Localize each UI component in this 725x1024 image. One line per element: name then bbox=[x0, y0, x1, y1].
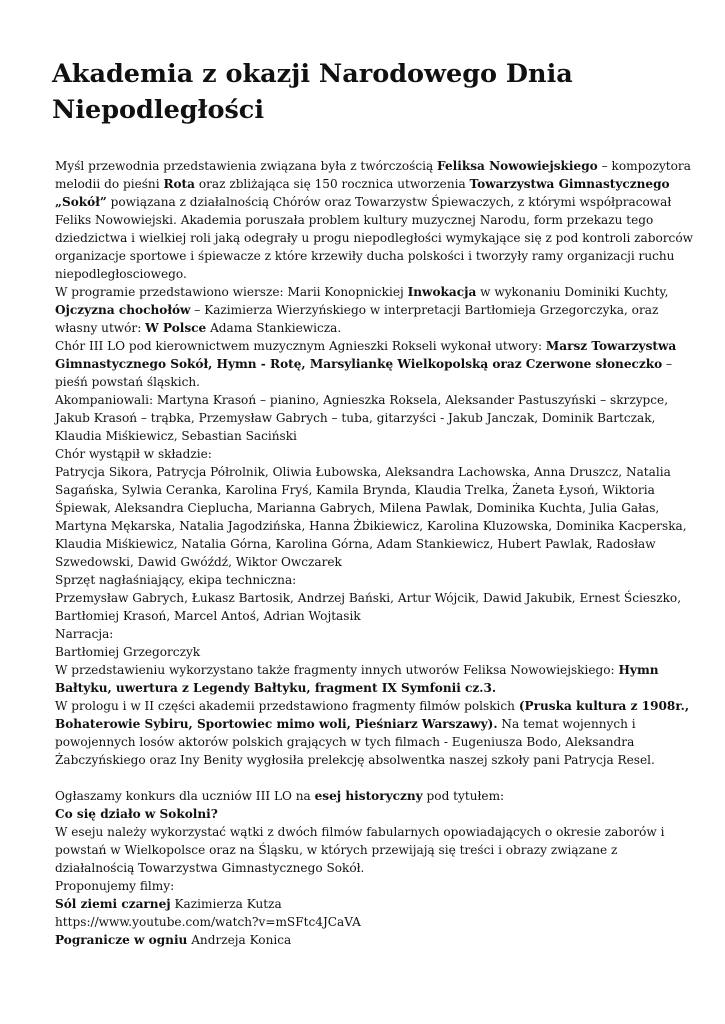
bold-span: Pogranicze w ogniu bbox=[55, 933, 188, 947]
bold-span: Inwokacja bbox=[407, 285, 477, 299]
bold-span: Ojczyzna chochołów bbox=[55, 303, 191, 317]
film-link[interactable]: https://www.youtube.com/watch?v=mSFtc4JCaVA bbox=[55, 915, 361, 929]
text-span: Na temat wojennych i powojennych losów aktorów polskich grających w tych filmach - Eugeniusza Bodo, Aleksandra Żabczyńskiego oraz Iny Benity wygłosiła prelekcję absolwentka naszej szkoły pani Patrycja Resel. bbox=[55, 717, 655, 767]
technical-crew-list: Przemysław Gabrych, Łukasz Bartosik, Andrzej Bański, Artur Wójcik, Dawid Jakubik, Ernest Ścieszko, Bartłomiej Krasoń, Marcel Antoś, Adrian Wojtasik bbox=[55, 591, 682, 623]
films-paragraph bbox=[55, 697, 695, 769]
text-span: Ogłaszamy konkurs dla uczniów III LO na bbox=[55, 789, 315, 803]
text-span: Myśl przewodnia przedstawienia związana była z twórczością bbox=[55, 159, 438, 173]
narrator-name: Bartłomiej Grzegorczyk bbox=[55, 645, 201, 659]
text-span: W programie przedstawiono wiersze: Marii Konopnickiej bbox=[55, 285, 408, 299]
text-span: oraz zbliżająca się 150 rocznica utworzenia bbox=[194, 177, 470, 191]
technical-crew-heading: Sprzęt nagłaśniający, ekipa techniczna: bbox=[55, 573, 297, 587]
essay-instructions: W eseju należy wykorzystać wątki z dwóch filmów fabularnych opowiadających o okresie zaborów i powstań w Wielkopolsce oraz na Śląsku, w których przewijają się treści i obrazy związane z działalnością Towarzystwa Gimnastycznego Sokół. bbox=[55, 825, 665, 875]
text-span: W przedstawieniu wykorzystano także fragmenty innych utworów Feliksa Nowowiejskiego: bbox=[55, 663, 619, 677]
bold-span: Rota bbox=[163, 177, 195, 191]
contest-title bbox=[55, 805, 695, 823]
text-span: Andrzeja Konica bbox=[187, 933, 292, 947]
film-item bbox=[55, 895, 695, 913]
program-paragraph bbox=[55, 283, 695, 337]
article-body bbox=[55, 157, 695, 949]
bold-span: W Polsce bbox=[145, 321, 207, 335]
text-span: – Kazimierza Wierzyńskiego w interpretacji Bartłomieja Grzegorczyka, oraz własny utwór: bbox=[55, 303, 659, 335]
bold-span: Marsz Towarzystwa Gimnastycznego Sokół, Hymn - Rotę, Marsyliankę Wielkopolską oraz Czerwone słoneczko bbox=[55, 339, 677, 371]
bold-span: Towarzystwa Gimnastycznego „Sokół” bbox=[55, 177, 670, 209]
paragraph-gap bbox=[55, 769, 695, 787]
contest-paragraph bbox=[55, 787, 695, 805]
text-span: – kompozytora melodii do pieśni bbox=[55, 159, 691, 191]
bold-span: Sól ziemi czarnej bbox=[55, 897, 171, 911]
text-span: Chór III LO pod kierownictwem muzycznym Agnieszki Rokseli wykonał utwory: bbox=[55, 339, 546, 353]
bold-span: (Pruska kultura z 1908r., Bohaterowie Sybiru, Sportowiec mimo woli, Pieśniarz Warszawy). bbox=[55, 699, 690, 731]
text-span: W prologu i w II części akademii przedstawiono fragmenty filmów polskich bbox=[55, 699, 519, 713]
proposed-films-heading: Proponujemy filmy: bbox=[55, 879, 175, 893]
text-span: pod tytułem: bbox=[422, 789, 505, 803]
text-span: w wykonaniu Dominiki Kuchty, bbox=[476, 285, 669, 299]
text-span: Kazimierza Kutza bbox=[170, 897, 282, 911]
text-span: – pieśń powstań śląskich. bbox=[55, 357, 673, 389]
bold-span: Co się działo w Sokolni? bbox=[55, 807, 218, 821]
choir-members-heading: Chór wystąpił w składzie: bbox=[55, 447, 212, 461]
text-span: Adama Stankiewicza. bbox=[206, 321, 342, 335]
narration-heading: Narracja: bbox=[55, 627, 114, 641]
text-span: powiązana z działalnością Chórów oraz Towarzystw Śpiewaczych, z którymi współpracował Feliks Nowowiejski. Akademia poruszała problem kultury muzycznej Narodu, form przekazu tego dziedzictwa i wielkiej roli jaką odegrały u progu niepodległości wymykające się z pod kontroli zaborców organizacje sportowe i śpiewacze z które krzewiły ducha polskości i tworzyły ramy organizacji ruchu niepodległosciowego. bbox=[55, 195, 693, 281]
bold-span: esej historyczny bbox=[314, 789, 423, 803]
bold-span: Hymn Bałtyku, uwertura z Legendy Bałtyku, fragment IX Symfonii cz.3. bbox=[55, 663, 659, 695]
choir-paragraph bbox=[55, 337, 695, 391]
choir-members-list: Patrycja Sikora, Patrycja Półrolnik, Oliwia Łubowska, Aleksandra Lachowska, Anna Druszcz, Natalia Sagańska, Sylwia Ceranka, Karolina Fryś, Kamila Brynda, Klaudia Trelka, Żaneta Łysoń, Wiktoria Śpiewak, Aleksandra Cieplucha, Marianna Gabrych, Milena Pawlak, Dominika Kuchta, Julia Gałas, Martyna Mękarska, Natalia Jagodzińska, Hanna Żbikiewicz, Karolina Kluzowska, Dominika Kacperska, Klaudia Miśkiewicz, Natalia Górna, Karolina Górna, Adam Stankiewicz, Hubert Pawlak, Radosław Szwedowski, Dawid Gwóźdź, Wiktor Owczarek bbox=[55, 465, 687, 569]
film-item bbox=[55, 931, 695, 949]
page-title: Akademia z okazji Narodowego Dnia Niepodległości bbox=[52, 59, 573, 125]
fragments-paragraph bbox=[55, 661, 695, 697]
bold-span: Feliksa Nowowiejskiego bbox=[437, 159, 598, 173]
accompaniment-paragraph: Akompaniowali: Martyna Krasoń – pianino, Agnieszka Roksela, Aleksander Pastuszyński – skrzypce, Jakub Krasoń – trąbka, Przemysław Gabrych – tuba, gitarzyści - Jakub Janczak, Dominik Bartczak, Klaudia Miśkiewicz, Sebastian Saciński bbox=[55, 393, 669, 443]
intro-paragraph bbox=[55, 157, 695, 283]
